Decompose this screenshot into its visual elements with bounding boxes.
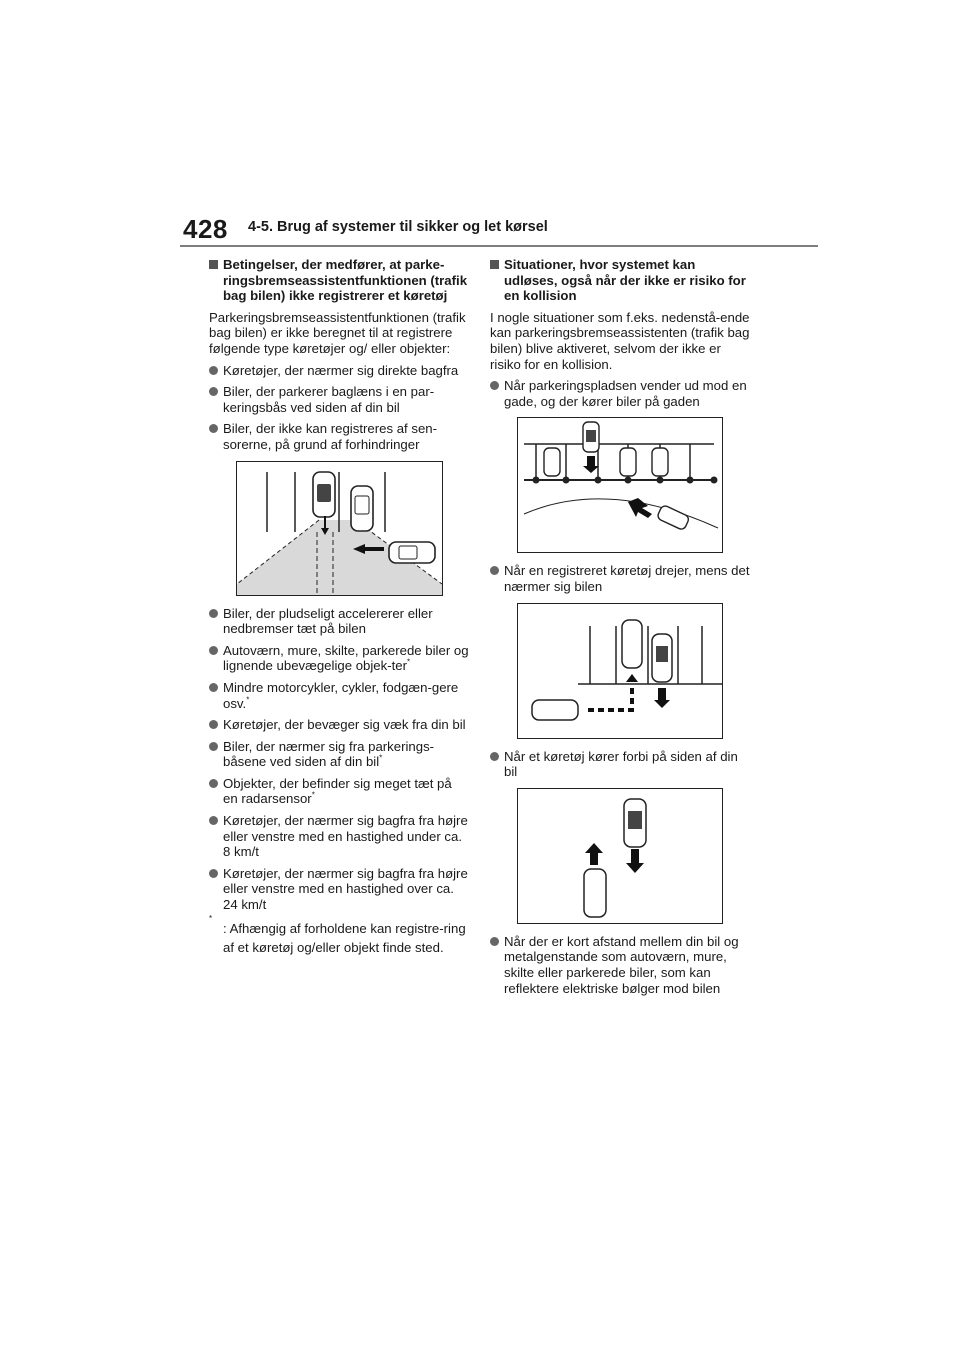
left-column: [209, 257, 469, 957]
list-item-text: Biler, der nærmer sig fra parkerings-båsene ved siden af din bil: [223, 738, 435, 770]
circle-bullet-icon: [209, 424, 218, 433]
square-bullet-icon: [209, 260, 218, 269]
car-icon: [624, 799, 646, 847]
car-icon: [351, 486, 373, 531]
list-item-text: Køretøjer, der nærmer sig direkte bagfra: [223, 362, 459, 378]
circle-bullet-icon: [209, 683, 218, 692]
list-item-text: Køretøjer, der nærmer sig bagfra fra højre eller venstre med en hastighed under ca. 8 km/t: [223, 813, 468, 860]
circle-bullet-icon: [490, 937, 499, 946]
left-heading-text: Betingelser, der medfører, at parke-ringsbremseassistentfunktionen (trafik bag bilen) ikke registrerer et køretøj: [223, 257, 468, 304]
figure-passing-vehicle: [517, 788, 723, 924]
car-icon: [532, 700, 578, 720]
circle-bullet-icon: [209, 609, 218, 618]
car-icon: [652, 634, 672, 682]
list-item-text: Biler, der ikke kan registreres af sen-sorerne, på grund af forhindringer: [223, 421, 438, 452]
car-icon: [544, 448, 560, 476]
footnote-text: : Afhængig af forholdene kan registre-ring af et køretøj og/eller objekt finde sted.: [223, 920, 466, 955]
list-item-text: Biler, der pludseligt accelererer eller nedbremser tæt på bilen: [223, 605, 433, 637]
list-item: [209, 643, 469, 674]
car-icon: [389, 542, 435, 563]
circle-bullet-icon: [490, 566, 499, 575]
list-item: [209, 680, 469, 711]
list-item-text: Mindre motorcykler, cykler, fodgæn-gere osv.: [223, 679, 459, 711]
list-item-text: Biler, der parkerer baglæns i en par-keringsbås ved siden af din bil: [223, 384, 435, 415]
car-icon: [584, 869, 606, 917]
car-icon: [583, 422, 599, 452]
right-intro: I nogle situationer som f.eks. nedenstå-ende kan parkeringsbremseassistenten (trafik bag bilen) blive aktiveret, selvom der ikke er risiko for en kollision.: [490, 309, 750, 372]
footnote-mark: *: [407, 657, 411, 667]
list-item-text: Når en registreret køretøj drejer, mens det nærmer sig bilen: [504, 563, 750, 594]
list-item-text: Autoværn, mure, skilte, parkerede biler og lignende ubevægelige objek-ter: [223, 642, 469, 674]
car-icon: [620, 448, 636, 476]
footnote: * : Afhængig af forholdene kan registre-ring af et køretøj og/eller objekt finde sted.: [209, 913, 466, 955]
left-heading: [209, 257, 469, 304]
list-item: [209, 606, 469, 637]
circle-bullet-icon: [209, 366, 218, 375]
circle-bullet-icon: [209, 646, 218, 655]
arrow-icon: [583, 456, 599, 473]
list-item: [209, 363, 469, 379]
figure-radar-coverage: [236, 461, 443, 596]
car-icon: [656, 505, 690, 531]
header-rule: [180, 245, 818, 247]
circle-bullet-icon: [209, 720, 218, 729]
circle-bullet-icon: [490, 381, 499, 390]
right-heading-text: Situationer, hvor systemet kan udløses, også når der ikke er risiko for en kollision: [504, 257, 746, 304]
figure-turning-vehicle: [517, 603, 723, 739]
list-item-text: Når der er kort afstand mellem din bil og metalgenstande som autoværn, mure, skilte eller parkerede biler, som kan reflektere elektriske bølger mod bilen: [504, 933, 739, 996]
section-title: 4-5. Brug af systemer til sikker og let kørsel: [248, 219, 548, 235]
circle-bullet-icon: [209, 742, 218, 751]
list-item-text: Objekter, der befinder sig meget tæt på en radarsensor: [223, 775, 452, 807]
list-item-text: Køretøjer, der bevæger sig væk fra din bil: [223, 717, 466, 733]
right-heading: [490, 257, 752, 304]
arrow-icon: [626, 849, 644, 873]
list-item: [209, 776, 469, 807]
arrow-icon: [585, 843, 603, 865]
figure-street-traffic: [517, 417, 723, 553]
left-intro: Parkeringsbremseassistentfunktionen (trafik bag bilen) er ikke beregnet til at registrere følgende type køretøjer og/ eller objekter:: [209, 309, 466, 356]
list-item: [209, 421, 469, 452]
circle-bullet-icon: [490, 752, 499, 761]
circle-bullet-icon: [209, 816, 218, 825]
circle-bullet-icon: [209, 869, 218, 878]
list-item: [209, 866, 469, 913]
square-bullet-icon: [490, 260, 499, 269]
footnote-mark: *: [379, 753, 383, 763]
list-item: [209, 739, 469, 770]
list-item-text: Når et køretøj kører forbi på siden af din bil: [504, 748, 738, 780]
list-item-text: Når parkeringspladsen vender ud mod en gade, og der kører biler på gaden: [504, 378, 747, 409]
circle-bullet-icon: [209, 387, 218, 396]
car-icon: [652, 448, 668, 476]
list-item: [490, 378, 752, 409]
page-number: 428: [183, 214, 228, 244]
list-item-text: Køretøjer, der nærmer sig bagfra fra højre eller venstre med en hastighed over ca. 24 km/t: [223, 865, 468, 913]
list-item: [209, 384, 469, 415]
list-item: [490, 749, 752, 780]
list-item: [209, 813, 469, 860]
right-column: [490, 257, 752, 1002]
list-item: [209, 717, 469, 733]
car-icon: [313, 472, 335, 517]
list-item: [490, 563, 752, 594]
arrow-icon: [626, 674, 638, 682]
footnote-mark: *: [311, 791, 315, 801]
arrow-icon: [654, 688, 670, 708]
list-item: [490, 934, 752, 996]
footnote-mark: *: [246, 695, 250, 705]
car-icon: [622, 620, 642, 668]
circle-bullet-icon: [209, 779, 218, 788]
arrow-icon: [628, 498, 652, 518]
